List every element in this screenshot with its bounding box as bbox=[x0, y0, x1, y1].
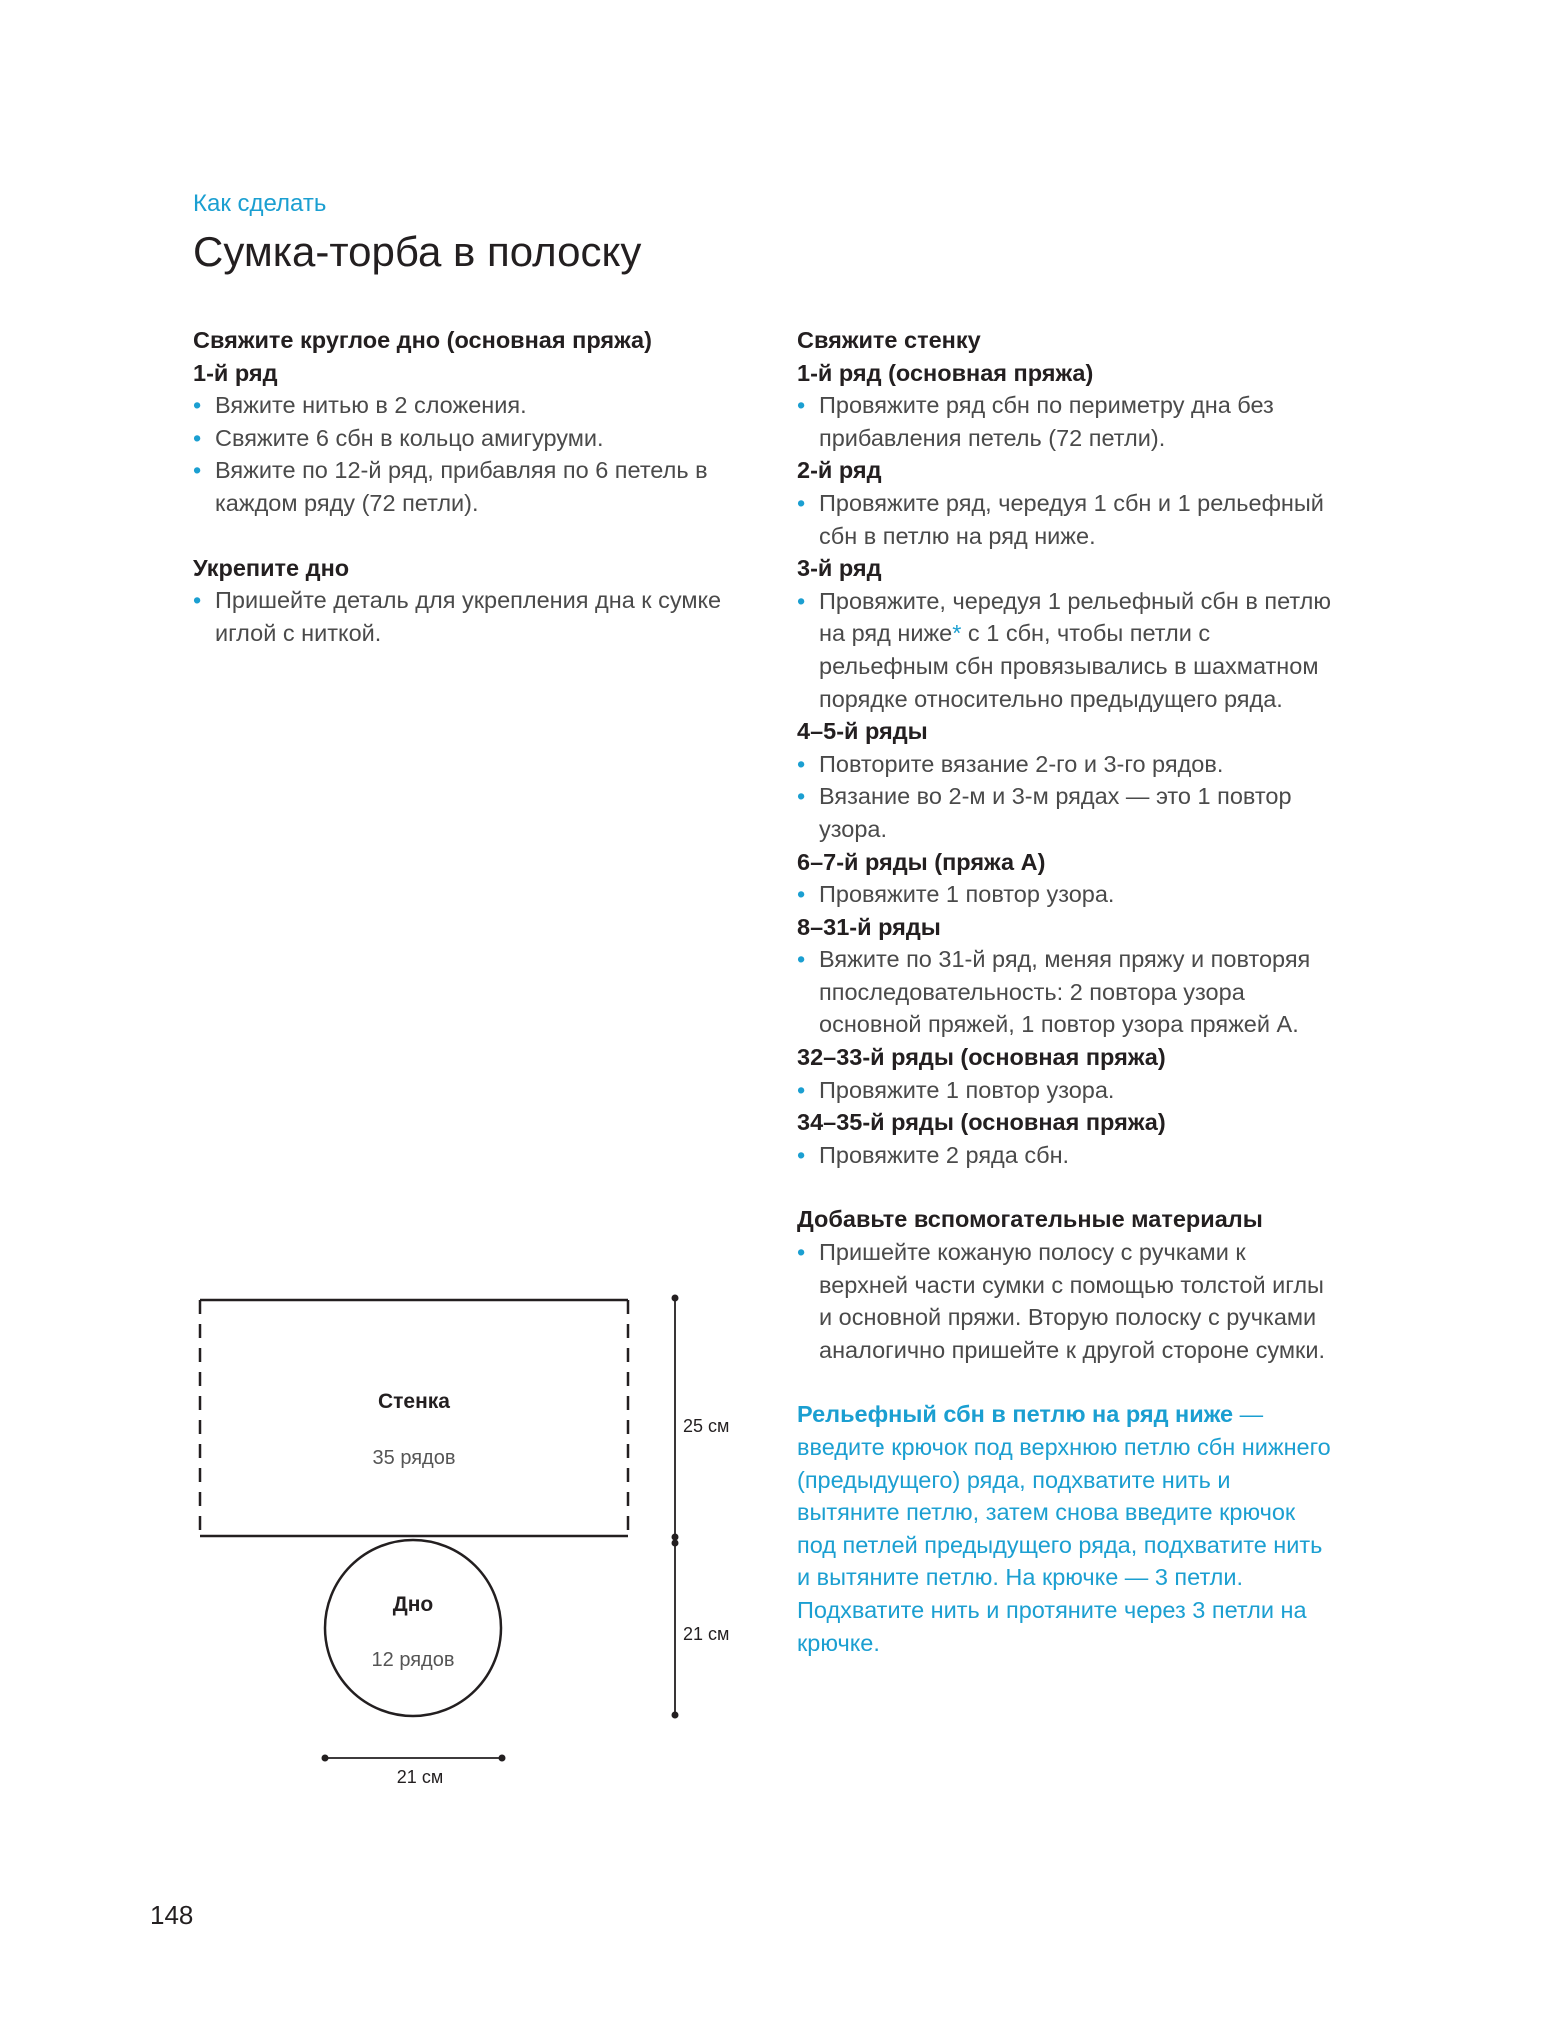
row-heading: 1-й ряд (основная пряжа) bbox=[797, 359, 1094, 386]
wall-heading: Свяжите стенку bbox=[797, 327, 981, 353]
list-item: • Провяжите ряд сбн по периметру дна без прибавления петель (72 петли). bbox=[797, 389, 1337, 454]
base-row1-heading: 1-й ряд bbox=[193, 359, 278, 386]
page-title: Сумка-торба в полоску bbox=[193, 228, 642, 275]
note-text: — введите крючок под верхнюю петлю сбн нижнего (предыдущего) ряда, подхватите нить и вытяните петлю, затем снова введите крючок под петлей предыдущего ряда, подхватите нить и вытяните петлю. На крючке — 3 петли. Подхватите нить и протяните через 3 петли на крючке. bbox=[797, 1401, 1331, 1656]
list-item: • Повторите вязание 2-го и 3-го рядов. bbox=[797, 748, 1337, 781]
base-rows-label: 12 рядов bbox=[371, 1649, 455, 1671]
row3-text-a: Провяжите, чередуя 1 рельефный сбн в петлю на ряд ниже bbox=[819, 587, 1332, 647]
list-item: • Свяжите 6 сбн в кольцо амигуруми. bbox=[193, 422, 733, 455]
base-label: Дно bbox=[392, 1593, 434, 1616]
dimension-end-dot bbox=[672, 1534, 679, 1541]
wall-label: Стенка bbox=[377, 1390, 451, 1413]
dimension-end-dot bbox=[322, 1755, 329, 1762]
row-heading: 4–5-й ряды bbox=[797, 718, 928, 745]
note-term: Рельефный сбн в петлю на ряд ниже bbox=[797, 1401, 1234, 1428]
base-circle bbox=[325, 1540, 501, 1716]
list-item: • Пришейте деталь для укрепления дна к сумке иглой с ниткой. bbox=[193, 584, 733, 649]
list-item: • Провяжите 1 повтор узора. bbox=[797, 1074, 1337, 1107]
list-item: • Пришейте кожаную полосу с ручками к верхней части сумки с помощью толстой иглы и основной пряжи. Вторую полоску с ручками аналогично пришейте к другой стороне сумки. bbox=[797, 1236, 1337, 1366]
row-heading: 32–33-й ряды (основная пряжа) bbox=[797, 1044, 1166, 1071]
base-heading: Свяжите круглое дно (основная пряжа) bbox=[193, 327, 652, 353]
row-heading: 34–35-й ряды (основная пряжа) bbox=[797, 1109, 1166, 1136]
strengthen-heading: Укрепите дно bbox=[193, 554, 350, 581]
row-heading: 8–31-й ряды bbox=[797, 913, 941, 940]
list-item: • Вяжите нитью в 2 сложения. bbox=[193, 389, 733, 422]
base-height-label: 21 см bbox=[683, 1624, 730, 1644]
list-item: • Вяжите по 31-й ряд, меняя пряжу и повторяя ппоследовательность: 2 повтора узора основной пряжей, 1 повтор узора пряжей А. bbox=[797, 943, 1337, 1041]
list-item: • Вязание во 2-м и 3-м рядах — это 1 повтор узора. bbox=[797, 780, 1337, 845]
page-number: 148 bbox=[150, 1900, 194, 1930]
wall-height-label: 25 см bbox=[683, 1416, 730, 1436]
materials-heading: Добавьте вспомогательные материалы bbox=[797, 1206, 1263, 1233]
row-heading: 6–7-й ряды (пряжа А) bbox=[797, 848, 1046, 875]
row-heading: 2-й ряд bbox=[797, 457, 882, 484]
list-item: • Вяжите по 12-й ряд, прибавляя по 6 петель в каждом ряду (72 петли). bbox=[193, 454, 733, 519]
dimension-end-dot bbox=[672, 1712, 679, 1719]
base-width-label: 21 см bbox=[396, 1767, 444, 1787]
row3-text-b: с 1 сбн, чтобы петли с рельефным сбн провязывались в шахматном порядке относительно предыдущего ряда. bbox=[819, 620, 1319, 712]
dimension-end-dot bbox=[672, 1540, 679, 1547]
section-kicker: Как сделать bbox=[193, 190, 327, 217]
list-item: • Провяжите 2 ряда сбн. bbox=[797, 1139, 1337, 1172]
row-heading: 3-й ряд bbox=[797, 555, 882, 582]
list-item: • Провяжите 1 повтор узора. bbox=[797, 878, 1337, 911]
wall-rows-label: 35 рядов bbox=[372, 1447, 456, 1469]
dimension-end-dot bbox=[672, 1295, 679, 1302]
list-item: • Провяжите ряд, чередуя 1 сбн и 1 рельефный сбн в петлю на ряд ниже. bbox=[797, 487, 1337, 552]
asterisk-mark: * bbox=[952, 620, 962, 647]
dimension-end-dot bbox=[499, 1755, 506, 1762]
